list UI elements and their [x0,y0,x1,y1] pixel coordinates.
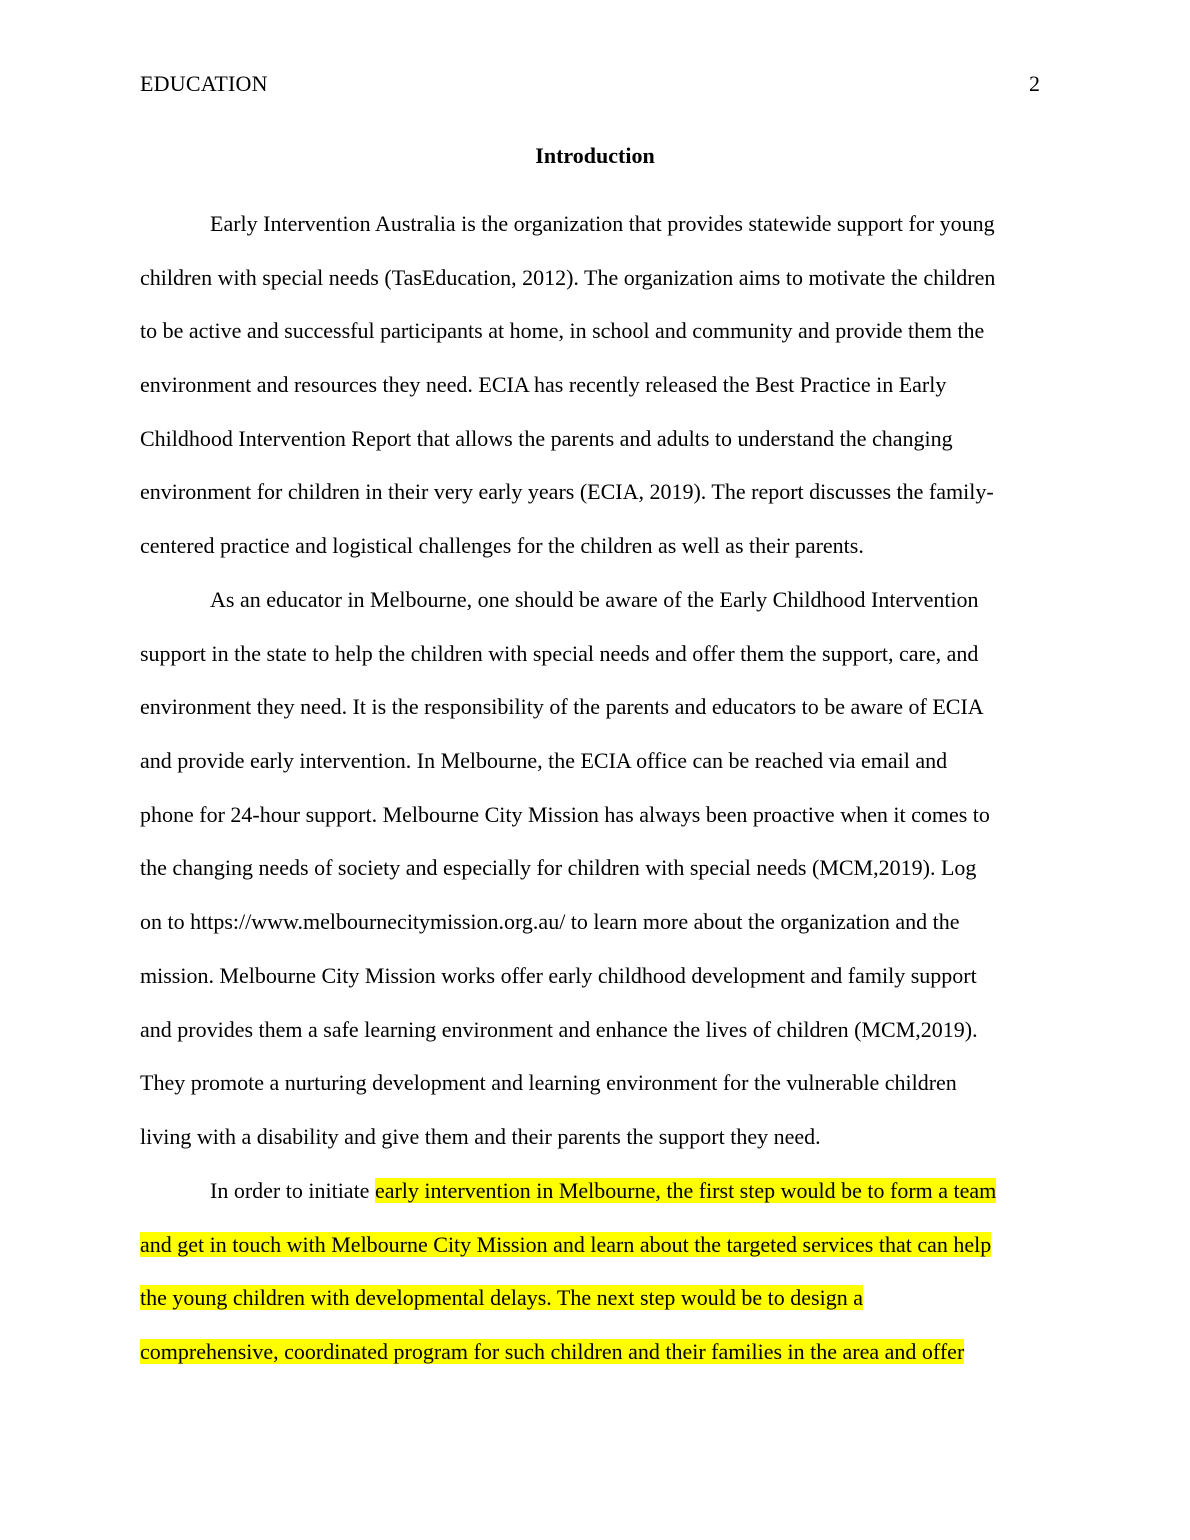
paragraph-line: the changing needs of society and especially for children with special needs (MCM,2019). Log [140,855,977,881]
highlighted-text: and get in touch with Melbourne City Mission and learn about the targeted services that can help [140,1231,992,1257]
paragraph-line: and provide early intervention. In Melbourne, the ECIA office can be reached via email and [140,748,948,774]
paragraph-line: phone for 24-hour support. Melbourne City Mission has always been proactive when it comes to [140,801,990,827]
page-number: 2 [1029,71,1040,96]
paragraph-line [140,1271,1060,1325]
highlighted-text: the young children with developmental delays. The next step would be to design a [140,1285,863,1311]
paragraph-line: environment for children in their very early years (ECIA, 2019). The report discusses the family- [140,479,994,505]
paragraph-line: Early Intervention Australia is the organization that provides statewide support for young [210,211,995,236]
paragraph-line: environment they need. It is the responsibility of the parents and educators to be aware of ECIA [140,694,984,720]
paragraph-3 [140,1164,1060,1379]
section-title: Introduction [535,143,655,168]
paragraph-line: They promote a nurturing development and learning environment for the vulnerable children [140,1070,957,1096]
paragraph-line [140,1164,1060,1218]
paragraph-line: centered practice and logistical challenges for the children as well as their parents. [140,533,864,559]
paragraph-line: environment and resources they need. ECIA has recently released the Best Practice in Early [140,372,947,398]
running-head: EDUCATION [140,71,268,96]
highlighted-text: early intervention in Melbourne, the first step would be to form a team [374,1178,997,1203]
paragraph-line: children with special needs (TasEducation, 2012). The organization aims to motivate the children [140,264,996,290]
plain-text: In order to initiate [210,1178,375,1203]
paragraph-2 [140,573,1060,1164]
paragraph-line: As an educator in Melbourne, one should be aware of the Early Childhood Intervention [210,587,979,612]
paragraph-line: and provides them a safe learning environment and enhance the lives of children (MCM,2019). [140,1016,978,1042]
paragraph-line: Childhood Intervention Report that allows the parents and adults to understand the changing [140,425,953,451]
paragraph-line: to be active and successful participants at home, in school and community and provide them the [140,318,985,344]
paragraph-line: living with a disability and give them and their parents the support they need. [140,1123,821,1149]
paragraph-line: mission. Melbourne City Mission works offer early childhood development and family support [140,962,977,988]
paragraph-1 [140,197,1060,573]
paragraph-line: on to https://www.melbournecitymission.org.au/ to learn more about the organization and the [140,909,960,935]
paragraph-line [140,1325,1060,1379]
paragraph-line [140,1218,1060,1272]
paragraph-line: support in the state to help the children with special needs and offer them the support, care, and [140,640,979,666]
highlighted-text: comprehensive, coordinated program for such children and their families in the area and offer [140,1339,965,1365]
